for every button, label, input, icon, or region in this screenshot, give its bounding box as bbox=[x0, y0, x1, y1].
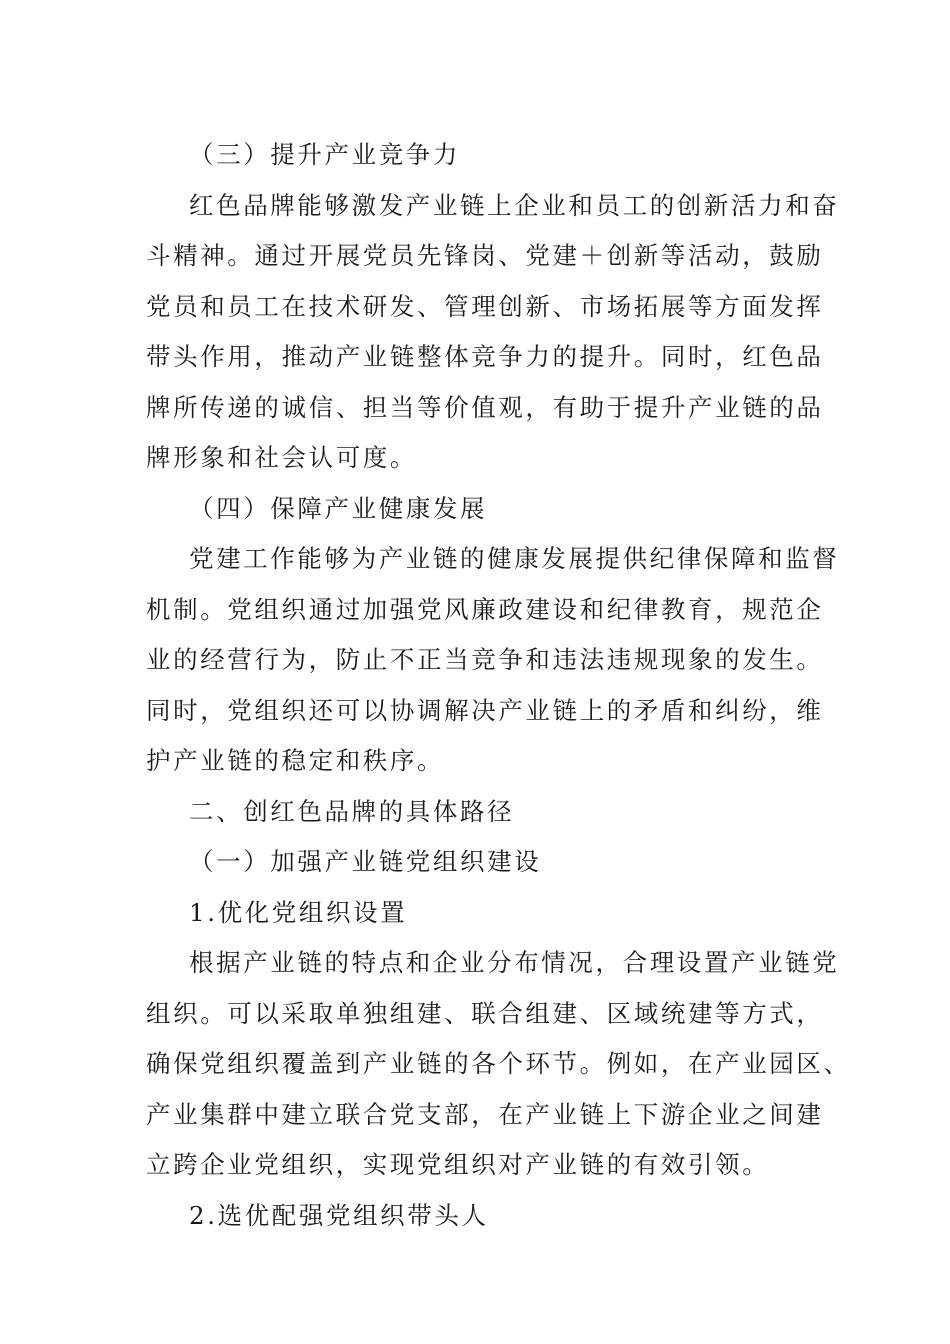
paragraph-line: 斗精神。通过开展党员先锋岗、党建＋创新等活动，鼓励 bbox=[146, 241, 824, 270]
section-heading-4: （四）保障产业健康发展 bbox=[189, 493, 488, 523]
paragraph-line: 带头作用，推动产业链整体竞争力的提升。同时，红色品 bbox=[146, 342, 824, 371]
paragraph-line: 红色品牌能够激发产业链上企业和员工的创新活力和奋 bbox=[189, 190, 840, 220]
paragraph-line: 党员和员工在技术研发、管理创新、市场拓展等方面发挥 bbox=[146, 291, 824, 321]
paragraph-line: 业的经营行为，防止不正当竞争和违法违规现象的发生。 bbox=[146, 645, 824, 674]
paragraph-line: 根据产业链的特点和企业分布情况，合理设置产业链党 bbox=[189, 948, 840, 977]
subheading-2: 2.选优配强党组织带头人 bbox=[189, 1200, 489, 1230]
paragraph-line: 组织。可以采取单独组建、联合组建、区域统建等方式， bbox=[146, 998, 824, 1028]
paragraph-line: 立跨企业党组织，实现党组织对产业链的有效引领。 bbox=[146, 1150, 770, 1179]
paragraph-line: 确保党组织覆盖到产业链的各个环节。例如，在产业园区、 bbox=[146, 1049, 851, 1078]
paragraph-line: 同时，党组织还可以协调解决产业链上的矛盾和纠纷，维 bbox=[146, 695, 824, 725]
paragraph-line: 牌形象和社会认可度。 bbox=[146, 443, 417, 472]
paragraph-line: 牌所传递的诚信、担当等价值观，有助于提升产业链的品 bbox=[146, 392, 824, 422]
chapter-heading-2: 二、创红色品牌的具体路径 bbox=[189, 796, 515, 826]
document-body bbox=[146, 130, 851, 1241]
paragraph-line: 机制。党组织通过加强党风廉政建设和纪律教育，规范企 bbox=[146, 594, 824, 624]
section-heading-3: （三）提升产业竞争力 bbox=[189, 140, 460, 169]
paragraph-line: 护产业链的稳定和秩序。 bbox=[146, 746, 445, 775]
paragraph-line: 党建工作能够为产业链的健康发展提供纪律保障和监督 bbox=[189, 544, 840, 573]
section-heading-1: （一）加强产业链党组织建设 bbox=[189, 847, 542, 876]
paragraph-line: 产业集群中建立联合党支部，在产业链上下游企业之间建 bbox=[146, 1099, 824, 1129]
subheading-1: 1.优化党组织设置 bbox=[189, 897, 408, 927]
